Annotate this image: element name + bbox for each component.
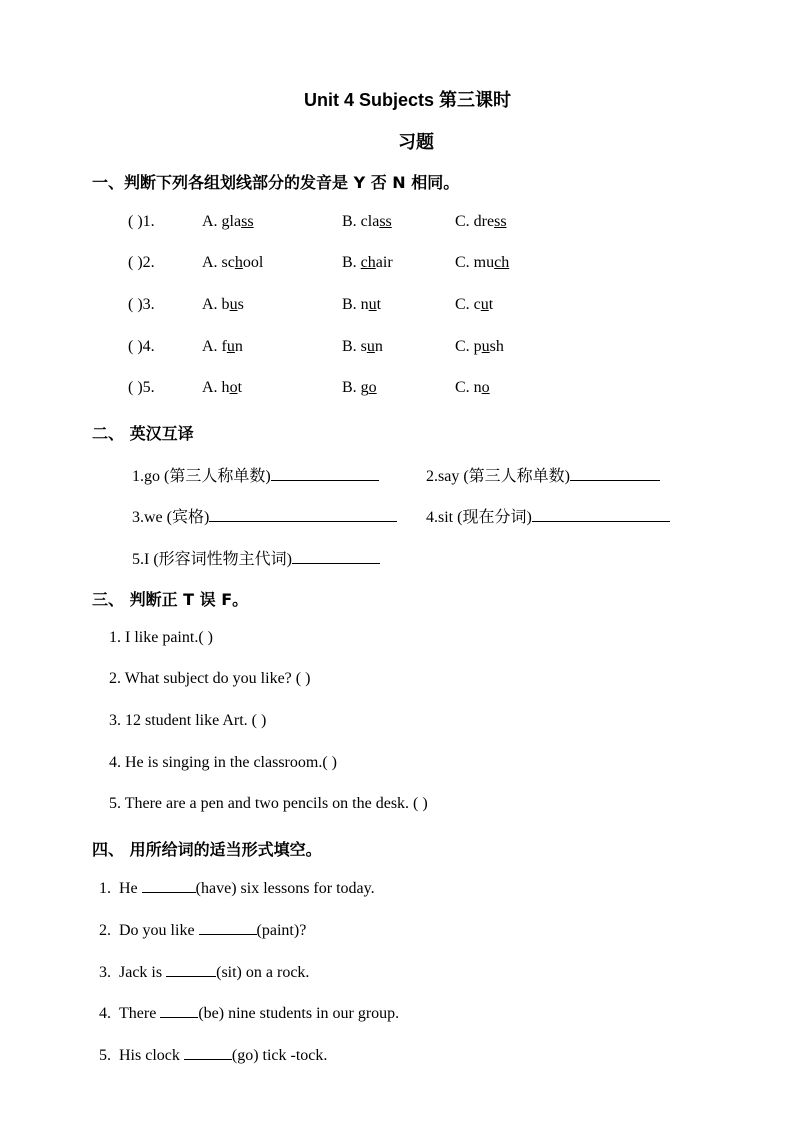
s1-row3-num: ( )3. <box>128 296 155 313</box>
s2-item1: 1.go (第三人称单数) <box>132 463 379 486</box>
s3-item3: 3. 12 student like Art. ( ) <box>109 712 267 729</box>
s4-item4: 4. There (be) nine students in our group. <box>99 1005 400 1022</box>
section4-heading: 四、 用所给词的适当形式填空。 <box>92 840 322 859</box>
answer-blank[interactable] <box>292 549 380 564</box>
s1-row5-num: ( )5. <box>128 379 155 396</box>
s1-row4-a: A. fun <box>202 338 243 355</box>
s3-item1: 1. I like paint.( ) <box>109 629 213 646</box>
s1-row3-b: B. nut <box>342 296 382 313</box>
answer-blank[interactable] <box>142 878 196 893</box>
s1-row1-num: ( )1. <box>128 213 155 230</box>
s1-row4-num: ( )4. <box>128 338 155 355</box>
s1-row4-b: B. sun <box>342 338 383 355</box>
s4-item1: 1. He (have) six lessons for today. <box>99 880 375 897</box>
s1-row1-b: B. class <box>342 213 392 230</box>
s1-row5-b: B. go <box>342 379 377 396</box>
answer-blank[interactable] <box>532 507 670 522</box>
s2-item5: 5.I (形容词性物主代词) <box>132 546 380 569</box>
s3-item4: 4. He is singing in the classroom.( ) <box>109 754 337 771</box>
answer-blank[interactable] <box>166 962 216 977</box>
s1-row5-a: A. hot <box>202 379 243 396</box>
section2-heading: 二、 英汉互译 <box>92 424 194 443</box>
s1-row2-a: A. school <box>202 254 264 271</box>
answer-blank[interactable] <box>570 466 660 481</box>
answer-blank[interactable] <box>160 1003 198 1018</box>
s3-item5: 5. There are a pen and two pencils on the desk. ( ) <box>109 795 428 812</box>
s1-row2-c: C. much <box>455 254 510 271</box>
s2-item3: 3.we (宾格) <box>132 504 397 527</box>
s2-item4: 4.sit (现在分词) <box>426 504 670 527</box>
answer-blank[interactable] <box>199 920 257 935</box>
s4-item5: 5. His clock (go) tick -tock. <box>99 1047 328 1064</box>
s4-item3: 3. Jack is (sit) on a rock. <box>99 964 310 981</box>
s1-row2-b: B. chair <box>342 254 393 271</box>
answer-blank[interactable] <box>184 1045 232 1060</box>
answer-blank[interactable] <box>271 466 379 481</box>
s1-row1-a: A. glass <box>202 213 254 230</box>
s1-row1-c: C. dress <box>455 213 507 230</box>
section3-heading: 三、 判断正 T 误 F。 <box>92 590 249 609</box>
s1-row2-num: ( )2. <box>128 254 155 271</box>
section1-heading: 一、判断下列各组划线部分的发音是 Y 否 N 相同。 <box>92 173 460 192</box>
page-subtitle: 习题 <box>398 132 434 152</box>
s1-row3-c: C. cut <box>455 296 494 313</box>
s1-row5-c: C. no <box>455 379 490 396</box>
s1-row3-a: A. bus <box>202 296 244 313</box>
s3-item2: 2. What subject do you like? ( ) <box>109 670 311 687</box>
s2-item2: 2.say (第三人称单数) <box>426 463 660 486</box>
page-title: Unit 4 Subjects 第三课时 <box>304 90 512 110</box>
answer-blank[interactable] <box>209 507 397 522</box>
s1-row4-c: C. push <box>455 338 504 355</box>
s4-item2: 2. Do you like (paint)? <box>99 922 307 939</box>
